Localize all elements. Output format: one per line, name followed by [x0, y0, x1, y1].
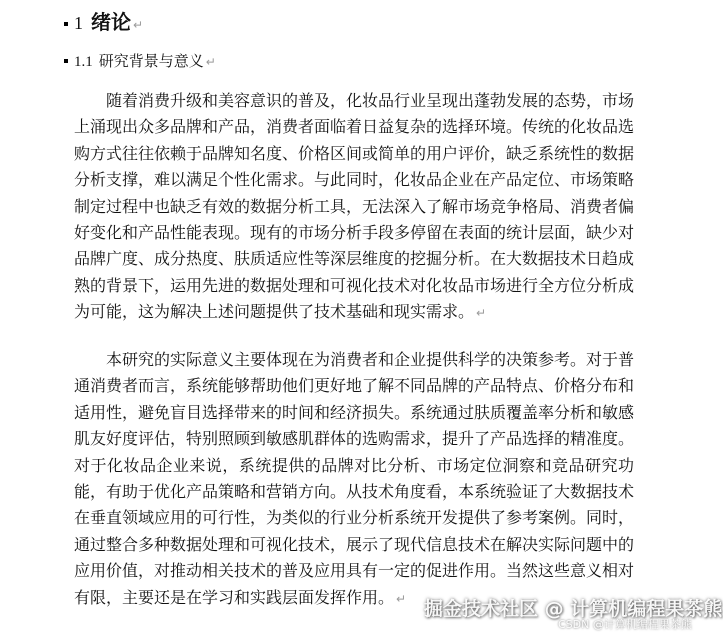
paragraph-mark-icon: ↵ — [396, 591, 407, 606]
section-title: 研究背景与意义 — [98, 52, 204, 70]
paragraph-text: 本研究的实际意义主要体现在为消费者和企业提供科学的决策参考。对于普通消费者而言，系统能够帮助他们更好地了解不同品牌的产品特点、价格分布和适用性，避免盲目选择带来的时间和经济损失。系统通过肤质覆盖率分析和敏感肌友好度评估，特别照顾到敏感肌群体的选购需求，提升了产品选择的精准度。对于化妆品企业来说，系统提供的品牌对比分析、市场定位洞察和竞品研究功能，有助于优化产品策略和营销方向。从技术角度看，本系统验证了大数据技术在垂直领域应用的可行性，为类似的行业分析系统开发提供了参考案例。同时，通过整合多种数据处理和可视化技术，展示了现代信息技术在解决实际问题中的应用价值，对推动相关技术的普及应用具有一定的促进作用。当然这些意义相对有限，主要还是在学习和实践层面发挥作用。 — [74, 350, 635, 607]
body-paragraph-background — [74, 88, 634, 327]
section-heading — [64, 50, 216, 71]
paragraph-mark-icon: ↵ — [476, 306, 487, 321]
watermark-sub: CSDN @计算机编程果茶熊 — [558, 618, 692, 631]
paragraph-mark-icon: ↵ — [205, 55, 216, 69]
list-bullet-icon — [64, 22, 68, 26]
watermark-main: 掘金技术社区 @ 计算机编程果茶熊 — [424, 598, 723, 620]
chapter-title: 绪论 — [91, 10, 131, 34]
paragraph-mark-icon: ↵ — [133, 18, 144, 32]
paragraph-text: 随着消费升级和美容意识的普及，化妆品行业呈现出蓬勃发展的态势，市场上涌现出众多品牌和产品，消费者面临着日益复杂的选择环境。传统的化妆品选购方式往往依赖于品牌知名度、价格区间或简单的用户评价，缺乏系统性的数据分析支撑，难以满足个性化需求。与此同时，化妆品企业在产品定位、市场策略制定过程中也缺乏有效的数据分析工具，无法深入了解市场竞争格局、消费者偏好变化和产品性能表现。现有的市场分析手段多停留在表面的统计层面，缺少对品牌广度、成分热度、肤质适应性等深层维度的挖掘分析。在大数据技术日趋成熟的背景下，运用先进的数据处理和可视化技术对化妆品市场进行全方位分析成为可能，这为解决上述问题提供了技术基础和现实需求。 — [74, 91, 635, 322]
body-paragraph-significance — [74, 347, 634, 612]
chapter-heading — [64, 6, 143, 35]
list-bullet-icon — [64, 59, 68, 63]
section-number: 1.1 — [74, 54, 93, 70]
chapter-number: 1 — [74, 13, 83, 33]
